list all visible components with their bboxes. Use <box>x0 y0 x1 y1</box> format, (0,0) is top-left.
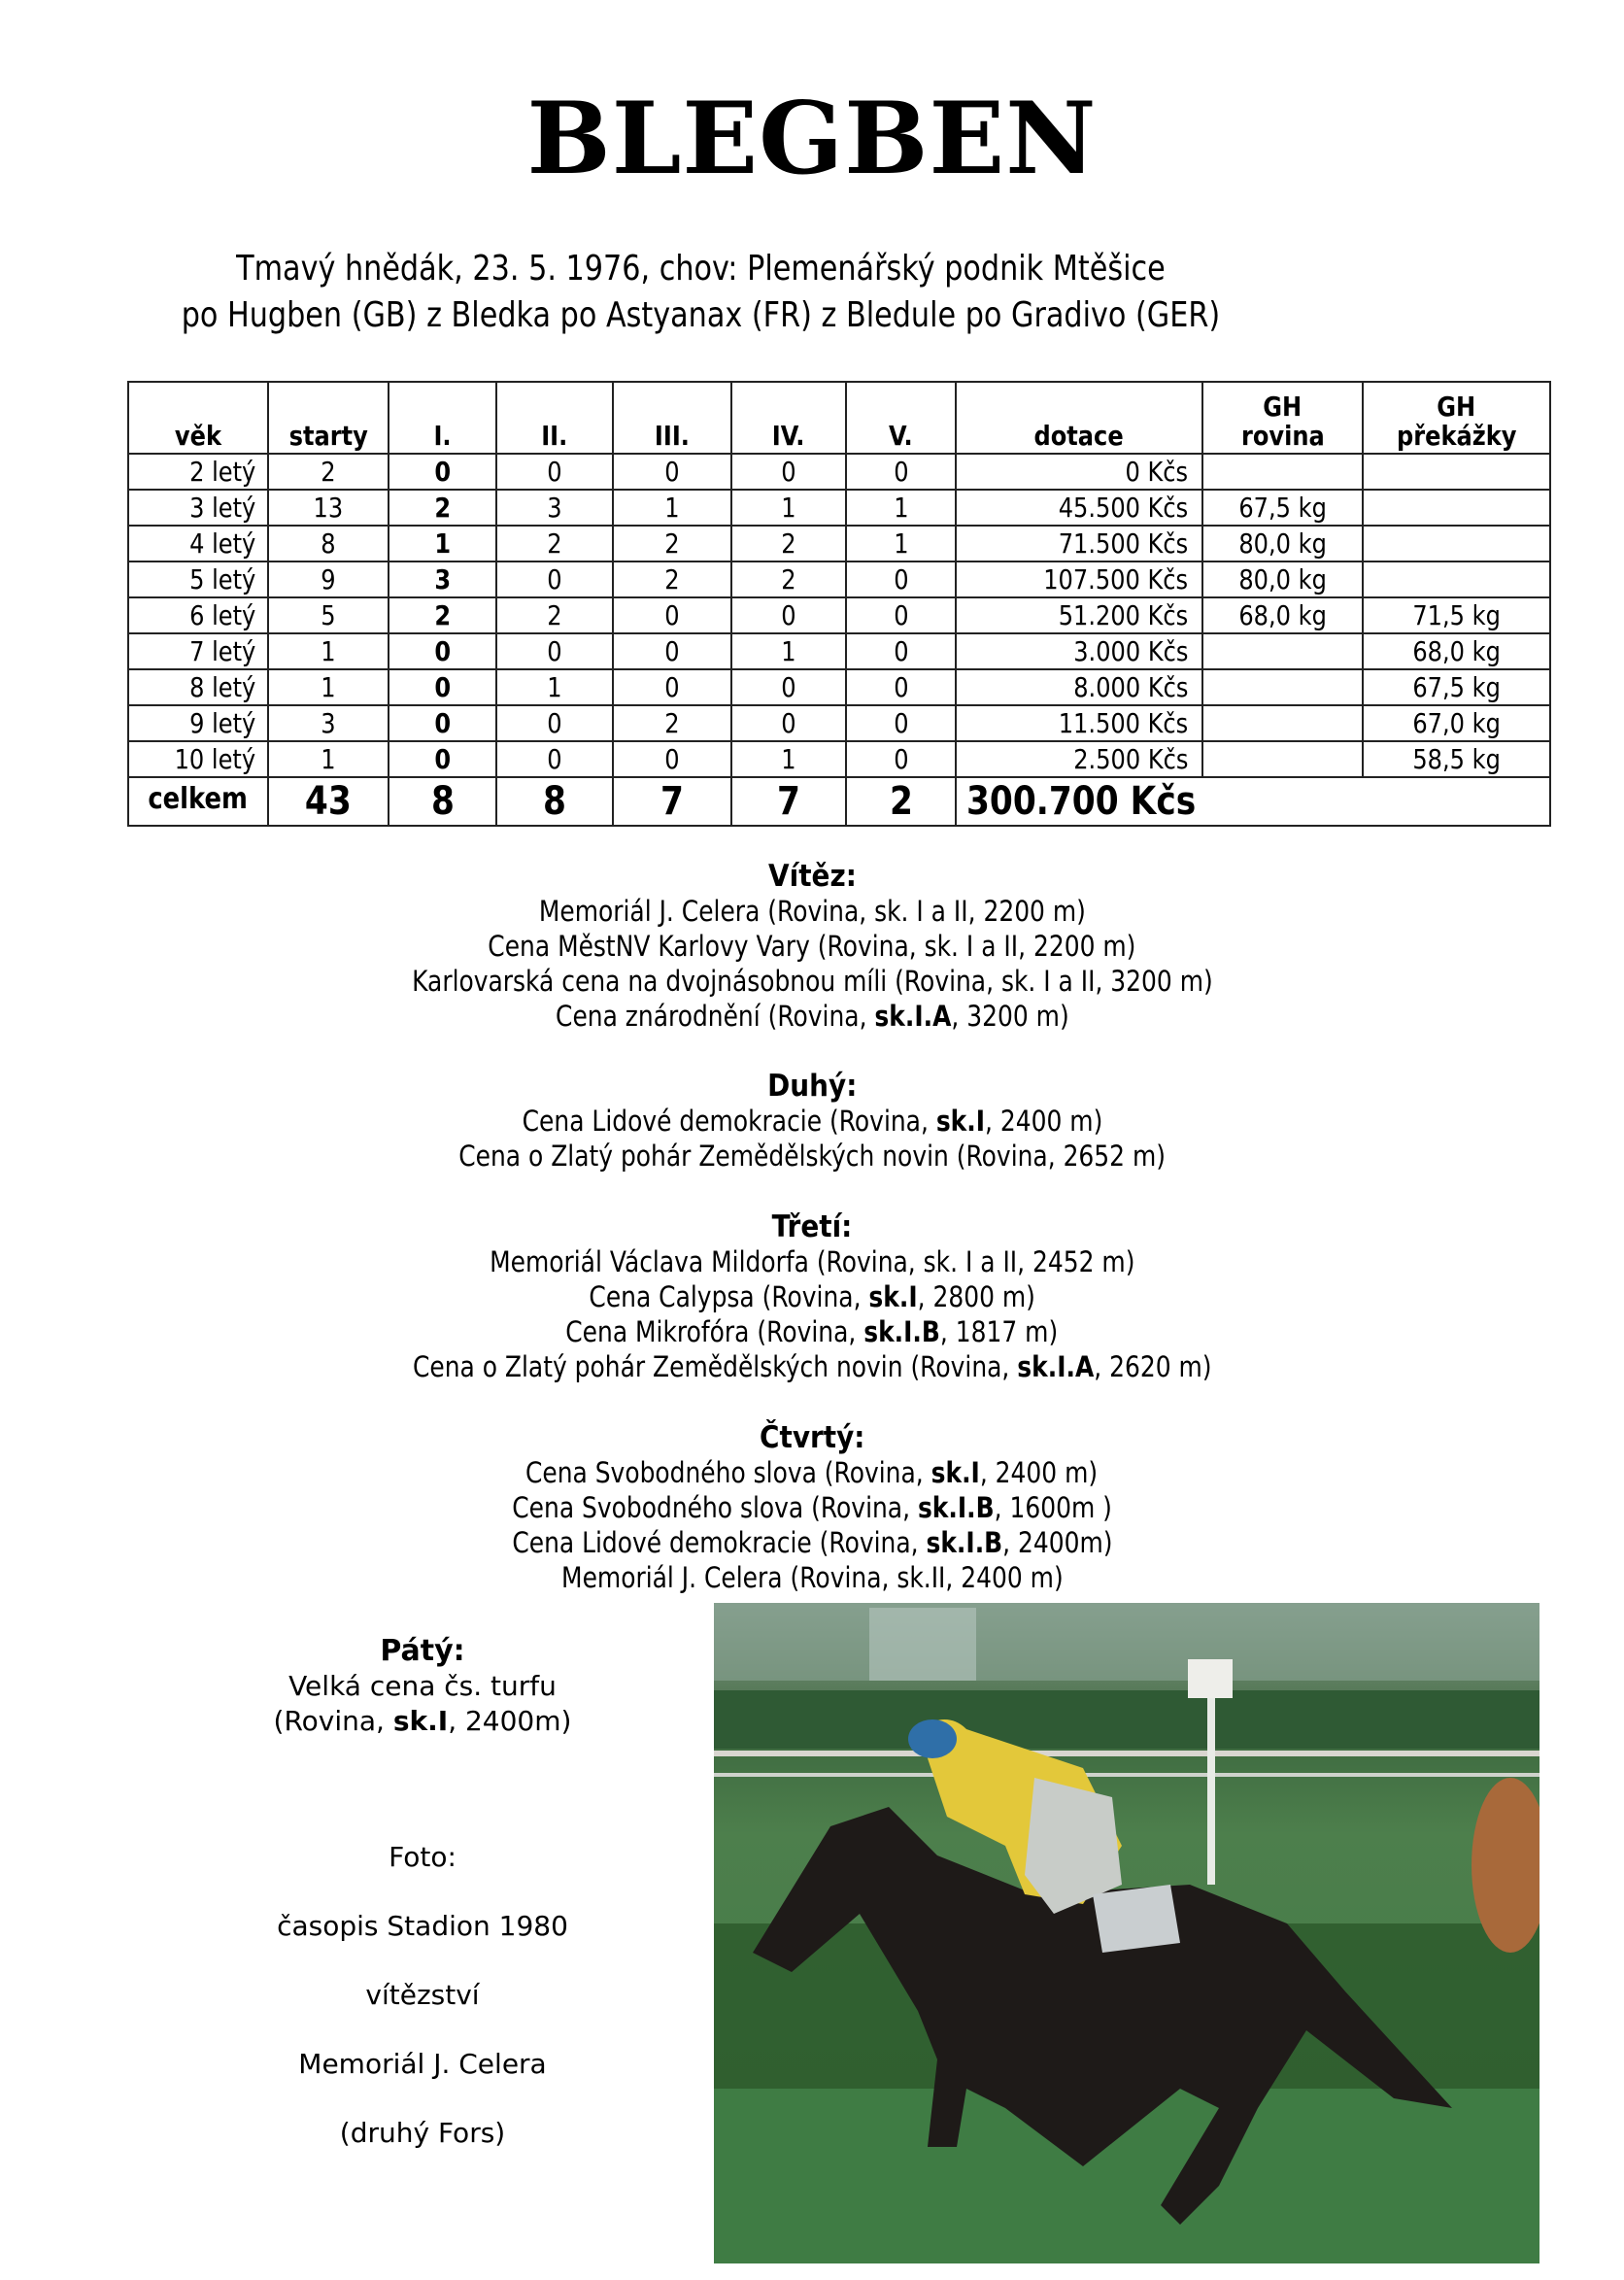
total-label: celkem <box>128 777 268 826</box>
cell-fifth: 0 <box>846 705 956 741</box>
race-item: Karlovarská cena na dvojnásobnou míli (Rovina, sk. I a II, 3200 m) <box>411 965 1213 998</box>
header-third: III. <box>613 382 731 454</box>
cell-fifth: 0 <box>846 454 956 490</box>
cell-starts: 13 <box>268 490 389 526</box>
cell-second: 0 <box>496 633 613 669</box>
cell-fourth: 1 <box>731 633 846 669</box>
section-second <box>0 1069 1624 1174</box>
total-second: 8 <box>496 777 613 826</box>
race-item: Cena Mikrofóra (Rovina, sk.I.B, 1817 m) <box>565 1315 1059 1348</box>
cell-third: 0 <box>613 741 731 777</box>
cell-gh-jump <box>1363 561 1550 597</box>
race-item: Memoriál J. Celera (Rovina, sk. I a II, 2200 m) <box>538 895 1086 928</box>
cell-third: 2 <box>613 561 731 597</box>
header-fifth: V. <box>846 382 956 454</box>
header-first: I. <box>389 382 496 454</box>
cell-fourth: 2 <box>731 561 846 597</box>
section-heading: Třetí: <box>771 1209 853 1244</box>
cell-fifth: 0 <box>846 597 956 633</box>
cell-age: 6 letý <box>128 597 268 633</box>
race-item: (Rovina, sk.I, 2400m) <box>273 1705 572 1737</box>
cell-second: 0 <box>496 561 613 597</box>
cell-second: 0 <box>496 705 613 741</box>
cell-first: 3 <box>389 561 496 597</box>
cell-starts: 2 <box>268 454 389 490</box>
horse-race-photo <box>714 1603 1539 2263</box>
race-item: Cena MěstNV Karlovy Vary (Rovina, sk. I a II, 2200 m) <box>488 930 1136 963</box>
total-fourth: 7 <box>731 777 846 826</box>
photo-caption-source: časopis Stadion 1980 <box>277 1910 568 1942</box>
race-item: Cena Svobodného slova (Rovina, sk.I, 2400 m) <box>525 1456 1099 1489</box>
cell-second: 3 <box>496 490 613 526</box>
table-row <box>128 526 1550 561</box>
cell-age: 2 letý <box>128 454 268 490</box>
cell-first: 0 <box>389 669 496 705</box>
cell-starts: 1 <box>268 669 389 705</box>
cell-gh-jump: 71,5 kg <box>1363 597 1550 633</box>
table-row <box>128 454 1550 490</box>
subtitle-line-1: Tmavý hnědák, 23. 5. 1976, chov: Plemenářský podnik Mtěšice <box>236 249 1166 289</box>
table-row <box>128 633 1550 669</box>
cell-fifth: 0 <box>846 669 956 705</box>
page-title: BLEGBEN <box>526 81 1098 197</box>
table-row <box>128 705 1550 741</box>
cell-fourth: 0 <box>731 705 846 741</box>
cell-starts: 8 <box>268 526 389 561</box>
race-item: Cena Calypsa (Rovina, sk.I, 2800 m) <box>589 1280 1035 1313</box>
cell-fourth: 0 <box>731 669 846 705</box>
cell-third: 2 <box>613 705 731 741</box>
photo-caption-line4: Memoriál J. Celera <box>298 2048 547 2080</box>
table-row <box>128 490 1550 526</box>
cell-prize: 3.000 Kčs <box>956 633 1202 669</box>
cell-first: 2 <box>389 490 496 526</box>
cell-starts: 1 <box>268 741 389 777</box>
header-second: II. <box>496 382 613 454</box>
header-age: věk <box>128 382 268 454</box>
total-first: 8 <box>389 777 496 826</box>
cell-fourth: 1 <box>731 741 846 777</box>
cell-prize: 11.500 Kčs <box>956 705 1202 741</box>
cell-second: 1 <box>496 669 613 705</box>
race-item: Cena o Zlatý pohár Zemědělských novin (Rovina, sk.I.A, 2620 m) <box>412 1350 1212 1383</box>
cell-first: 1 <box>389 526 496 561</box>
section-heading: Vítěz: <box>767 859 857 894</box>
cell-gh-flat: 80,0 kg <box>1202 526 1363 561</box>
section-heading: Duhý: <box>766 1069 858 1104</box>
cell-third: 0 <box>613 597 731 633</box>
cell-gh-flat <box>1202 705 1363 741</box>
cell-first: 2 <box>389 597 496 633</box>
cell-gh-jump: 67,5 kg <box>1363 669 1550 705</box>
cell-fifth: 0 <box>846 561 956 597</box>
cell-prize: 0 Kčs <box>956 454 1202 490</box>
cell-age: 3 letý <box>128 490 268 526</box>
cell-gh-jump: 68,0 kg <box>1363 633 1550 669</box>
section-heading: Pátý: <box>380 1634 465 1668</box>
photo-caption-label: Foto: <box>389 1841 457 1873</box>
cell-second: 0 <box>496 454 613 490</box>
section-winner <box>0 859 1624 1034</box>
table-total-row <box>128 777 1550 826</box>
cell-gh-jump <box>1363 490 1550 526</box>
race-item: Memoriál Václava Mildorfa (Rovina, sk. I a II, 2452 m) <box>489 1245 1135 1278</box>
header-gh-jump: GH překážky <box>1363 382 1550 454</box>
cell-prize: 2.500 Kčs <box>956 741 1202 777</box>
cell-third: 2 <box>613 526 731 561</box>
race-item: Velká cena čs. turfu <box>288 1670 557 1702</box>
race-item: Cena znárodnění (Rovina, sk.I.A, 3200 m) <box>555 1000 1069 1033</box>
race-item: Cena Lidové demokracie (Rovina, sk.I, 2400 m) <box>522 1105 1102 1138</box>
cell-second: 2 <box>496 526 613 561</box>
cell-prize: 45.500 Kčs <box>956 490 1202 526</box>
cell-fourth: 0 <box>731 454 846 490</box>
race-item: Cena Svobodného slova (Rovina, sk.I.B, 1600m ) <box>512 1491 1112 1524</box>
cell-second: 0 <box>496 741 613 777</box>
cell-first: 0 <box>389 705 496 741</box>
total-third: 7 <box>613 777 731 826</box>
cell-age: 10 letý <box>128 741 268 777</box>
cell-prize: 71.500 Kčs <box>956 526 1202 561</box>
cell-starts: 1 <box>268 633 389 669</box>
cell-fifth: 0 <box>846 741 956 777</box>
table-header-row <box>128 382 1550 454</box>
table-row <box>128 561 1550 597</box>
cell-gh-flat <box>1202 454 1363 490</box>
header-starts: starty <box>268 382 389 454</box>
cell-gh-flat <box>1202 633 1363 669</box>
cell-second: 2 <box>496 597 613 633</box>
cell-gh-flat: 68,0 kg <box>1202 597 1363 633</box>
cell-third: 0 <box>613 454 731 490</box>
header-fourth: IV. <box>731 382 846 454</box>
cell-fifth: 1 <box>846 490 956 526</box>
cell-fourth: 1 <box>731 490 846 526</box>
cell-first: 0 <box>389 633 496 669</box>
cell-third: 0 <box>613 669 731 705</box>
photo-image <box>714 1603 1539 2263</box>
cell-gh-flat <box>1202 669 1363 705</box>
cell-age: 4 letý <box>128 526 268 561</box>
section-fourth <box>0 1420 1624 1595</box>
cell-third: 0 <box>613 633 731 669</box>
total-prize: 300.700 Kčs <box>956 777 1550 826</box>
cell-first: 0 <box>389 741 496 777</box>
cell-fourth: 0 <box>731 597 846 633</box>
cell-age: 9 letý <box>128 705 268 741</box>
cell-first: 0 <box>389 454 496 490</box>
cell-starts: 5 <box>268 597 389 633</box>
header-prize: dotace <box>956 382 1202 454</box>
cell-gh-jump: 67,0 kg <box>1363 705 1550 741</box>
cell-fourth: 2 <box>731 526 846 561</box>
cell-prize: 8.000 Kčs <box>956 669 1202 705</box>
race-item: Cena Lidové demokracie (Rovina, sk.I.B, 2400m) <box>511 1526 1113 1559</box>
header-gh-flat: GH rovina <box>1202 382 1363 454</box>
cell-prize: 107.500 Kčs <box>956 561 1202 597</box>
cell-gh-jump: 58,5 kg <box>1363 741 1550 777</box>
cell-prize: 51.200 Kčs <box>956 597 1202 633</box>
cell-starts: 9 <box>268 561 389 597</box>
cell-gh-jump <box>1363 526 1550 561</box>
cell-third: 1 <box>613 490 731 526</box>
section-heading: Čtvrtý: <box>759 1420 865 1455</box>
cell-age: 7 letý <box>128 633 268 669</box>
table-row <box>128 597 1550 633</box>
photo-caption-line3: vítězství <box>365 1979 480 2011</box>
subtitle-line-2: po Hugben (GB) z Bledka po Astyanax (FR) z Bledule po Gradivo (GER) <box>181 295 1221 335</box>
total-fifth: 2 <box>846 777 956 826</box>
cell-starts: 3 <box>268 705 389 741</box>
photo-caption-line5: (druhý Fors) <box>339 2117 506 2149</box>
cell-gh-flat: 67,5 kg <box>1202 490 1363 526</box>
cell-age: 5 letý <box>128 561 268 597</box>
table-row <box>128 669 1550 705</box>
cell-gh-flat <box>1202 741 1363 777</box>
race-item: Cena o Zlatý pohár Zemědělských novin (Rovina, 2652 m) <box>458 1140 1166 1173</box>
race-item: Memoriál J. Celera (Rovina, sk.II, 2400 m) <box>560 1561 1064 1594</box>
total-starts: 43 <box>268 777 389 826</box>
cell-age: 8 letý <box>128 669 268 705</box>
statistics-table <box>127 381 1551 827</box>
cell-gh-flat: 80,0 kg <box>1202 561 1363 597</box>
section-fifth <box>243 1634 602 1739</box>
cell-gh-jump <box>1363 454 1550 490</box>
table-row <box>128 741 1550 777</box>
section-third <box>0 1209 1624 1384</box>
cell-fifth: 0 <box>846 633 956 669</box>
cell-fifth: 1 <box>846 526 956 561</box>
